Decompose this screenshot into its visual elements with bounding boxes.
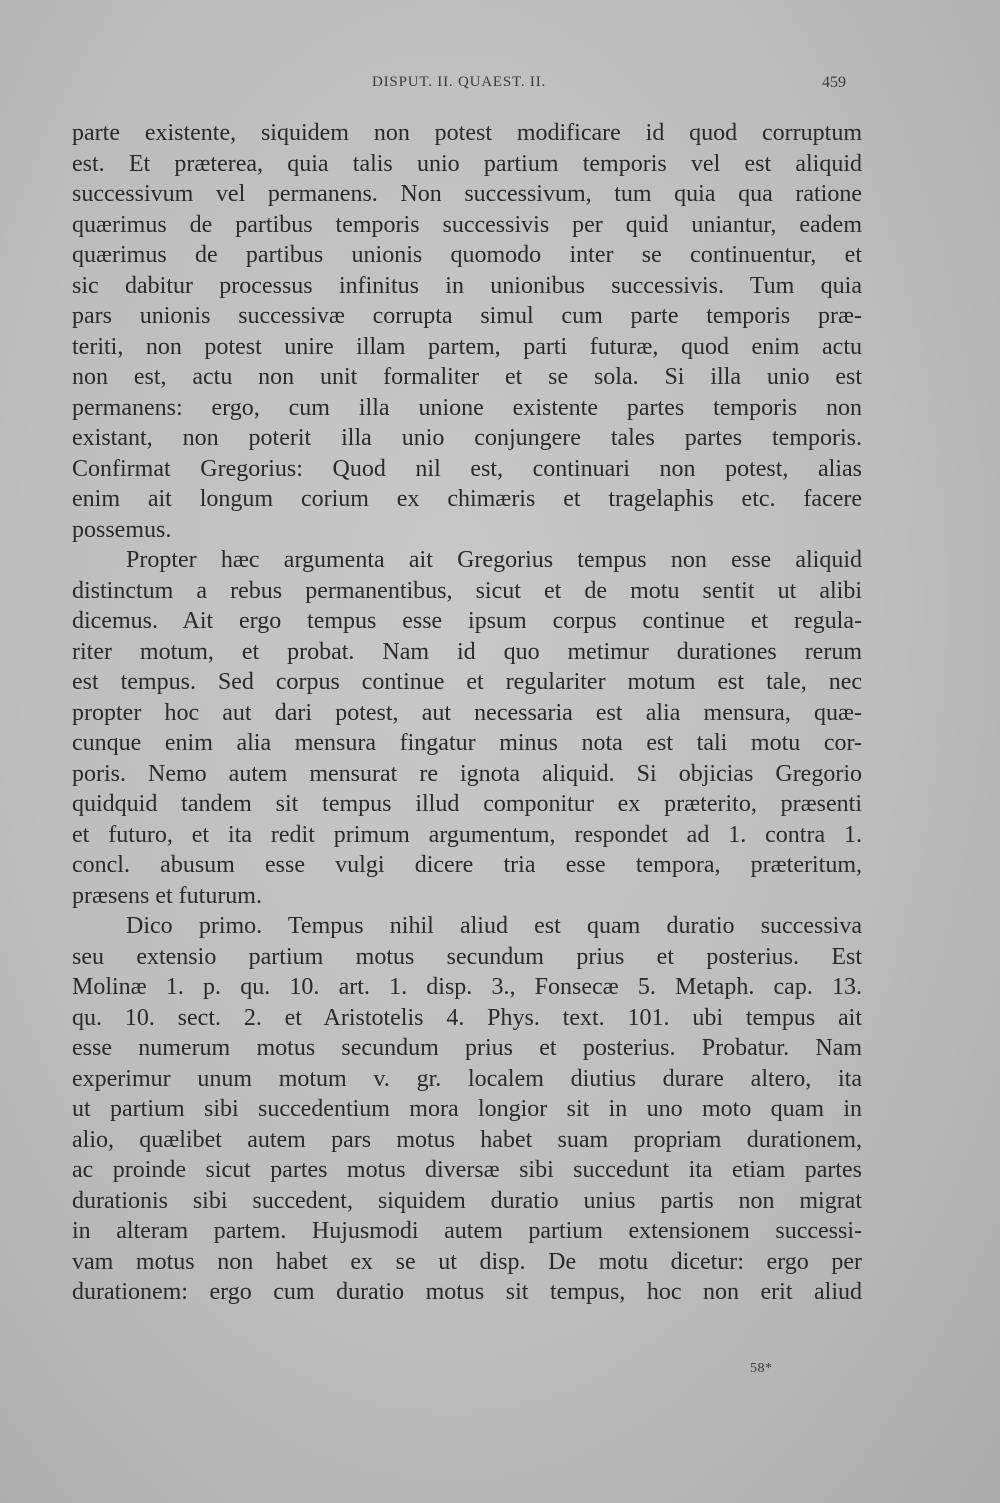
text-line: esse numerum motus secundum prius et posterius. Probatur. Nam xyxy=(72,1035,862,1061)
paragraph-2 xyxy=(72,545,862,911)
running-title: DISPUT. II. QUAEST. II. xyxy=(372,74,547,90)
text-line: Dico primo. Tempus nihil aliud est quam duratio successiva xyxy=(126,913,862,939)
text-line: alio, quælibet autem pars motus habet suam propriam durationem, xyxy=(72,1126,862,1153)
paragraph-1 xyxy=(72,118,862,545)
text-line: permanens: ergo, cum illa unione existente partes temporis non xyxy=(72,394,862,421)
text-line: successivum vel permanens. Non successivum, tum quia qua ratione xyxy=(72,181,862,207)
text-line: riter motum, et probat. Nam id quo metimur durationes rerum xyxy=(72,638,862,665)
signature-mark: 58* xyxy=(750,1361,773,1376)
text-line: seu extensio partium motus secundum prius et posterius. Est xyxy=(72,943,862,970)
text-line: possemus. xyxy=(72,516,172,543)
text-line: durationis sibi succedent, siquidem duratio unius partis non migrat xyxy=(72,1187,862,1214)
text-line: non est, actu non unit formaliter et se sola. Si illa unio est xyxy=(72,364,862,390)
text-line: cunque enim alia mensura fingatur minus nota est tali motu cor- xyxy=(72,730,862,756)
body-text xyxy=(72,118,862,1308)
text-line: et futuro, et ita redit primum argumentum, respondet ad 1. contra 1. xyxy=(72,821,862,848)
text-line: parte existente, siquidem non potest modificare id quod corruptum xyxy=(72,120,862,146)
text-line: quærimus de partibus temporis successivis per quid uniantur, eadem xyxy=(72,211,862,238)
text-line: concl. abusum esse vulgi dicere tria esse tempora, præteritum, xyxy=(72,852,862,878)
text-line: est. Et præterea, quia talis unio partium temporis vel est aliquid xyxy=(72,150,862,177)
text-line: Propter hæc argumenta ait Gregorius tempus non esse aliquid xyxy=(126,547,862,573)
text-line: distinctum a rebus permanentibus, sicut et de motu sentit ut alibi xyxy=(72,577,862,604)
paragraph-3 xyxy=(72,911,862,1308)
text-line: dicemus. Ait ergo tempus esse ipsum corpus continue et regula- xyxy=(72,608,862,634)
text-line: experimur unum motum v. gr. localem diutius durare altero, ita xyxy=(72,1065,862,1092)
text-line: est tempus. Sed corpus continue et regulariter motum est tale, nec xyxy=(72,669,862,695)
text-line: poris. Nemo autem mensurat re ignota aliquid. Si objicias Gregorio xyxy=(72,760,862,787)
text-line: durationem: ergo cum duratio motus sit tempus, hoc non erit aliud xyxy=(72,1279,862,1305)
text-line: propter hoc aut dari potest, aut necessaria est alia mensura, quæ- xyxy=(72,699,862,726)
running-head xyxy=(0,74,1000,98)
text-line: Confirmat Gregorius: Quod nil est, continuari non potest, alias xyxy=(72,455,862,482)
text-line: existant, non poterit illa unio conjungere tales partes temporis. xyxy=(72,425,862,451)
text-line: ut partium sibi succedentium mora longior sit in uno moto quam in xyxy=(72,1096,862,1122)
text-line: ac proinde sicut partes motus diversæ sibi succedunt ita etiam partes xyxy=(72,1157,862,1183)
text-line: enim ait longum corium ex chimæris et tragelaphis etc. facere xyxy=(72,486,862,512)
text-line: sic dabitur processus infinitus in unionibus successivis. Tum quia xyxy=(72,272,862,299)
text-line: præsens et futurum. xyxy=(72,882,262,909)
text-line: pars unionis successivæ corrupta simul cum parte temporis præ- xyxy=(72,303,862,329)
text-line: quærimus de partibus unionis quomodo inter se continuentur, et xyxy=(72,242,862,268)
page-number: 459 xyxy=(822,74,846,91)
text-line: quidquid tandem sit tempus illud componitur ex præterito, præsenti xyxy=(72,791,862,817)
text-line: vam motus non habet ex se ut disp. De motu dicetur: ergo per xyxy=(72,1248,862,1275)
text-line: in alteram partem. Hujusmodi autem partium extensionem successi- xyxy=(72,1218,862,1244)
text-line: qu. 10. sect. 2. et Aristotelis 4. Phys. text. 101. ubi tempus ait xyxy=(72,1004,862,1031)
text-line: teriti, non potest unire illam partem, parti futuræ, quod enim actu xyxy=(72,333,862,360)
text-line: Molinæ 1. p. qu. 10. art. 1. disp. 3., Fonsecæ 5. Metaph. cap. 13. xyxy=(72,974,862,1000)
